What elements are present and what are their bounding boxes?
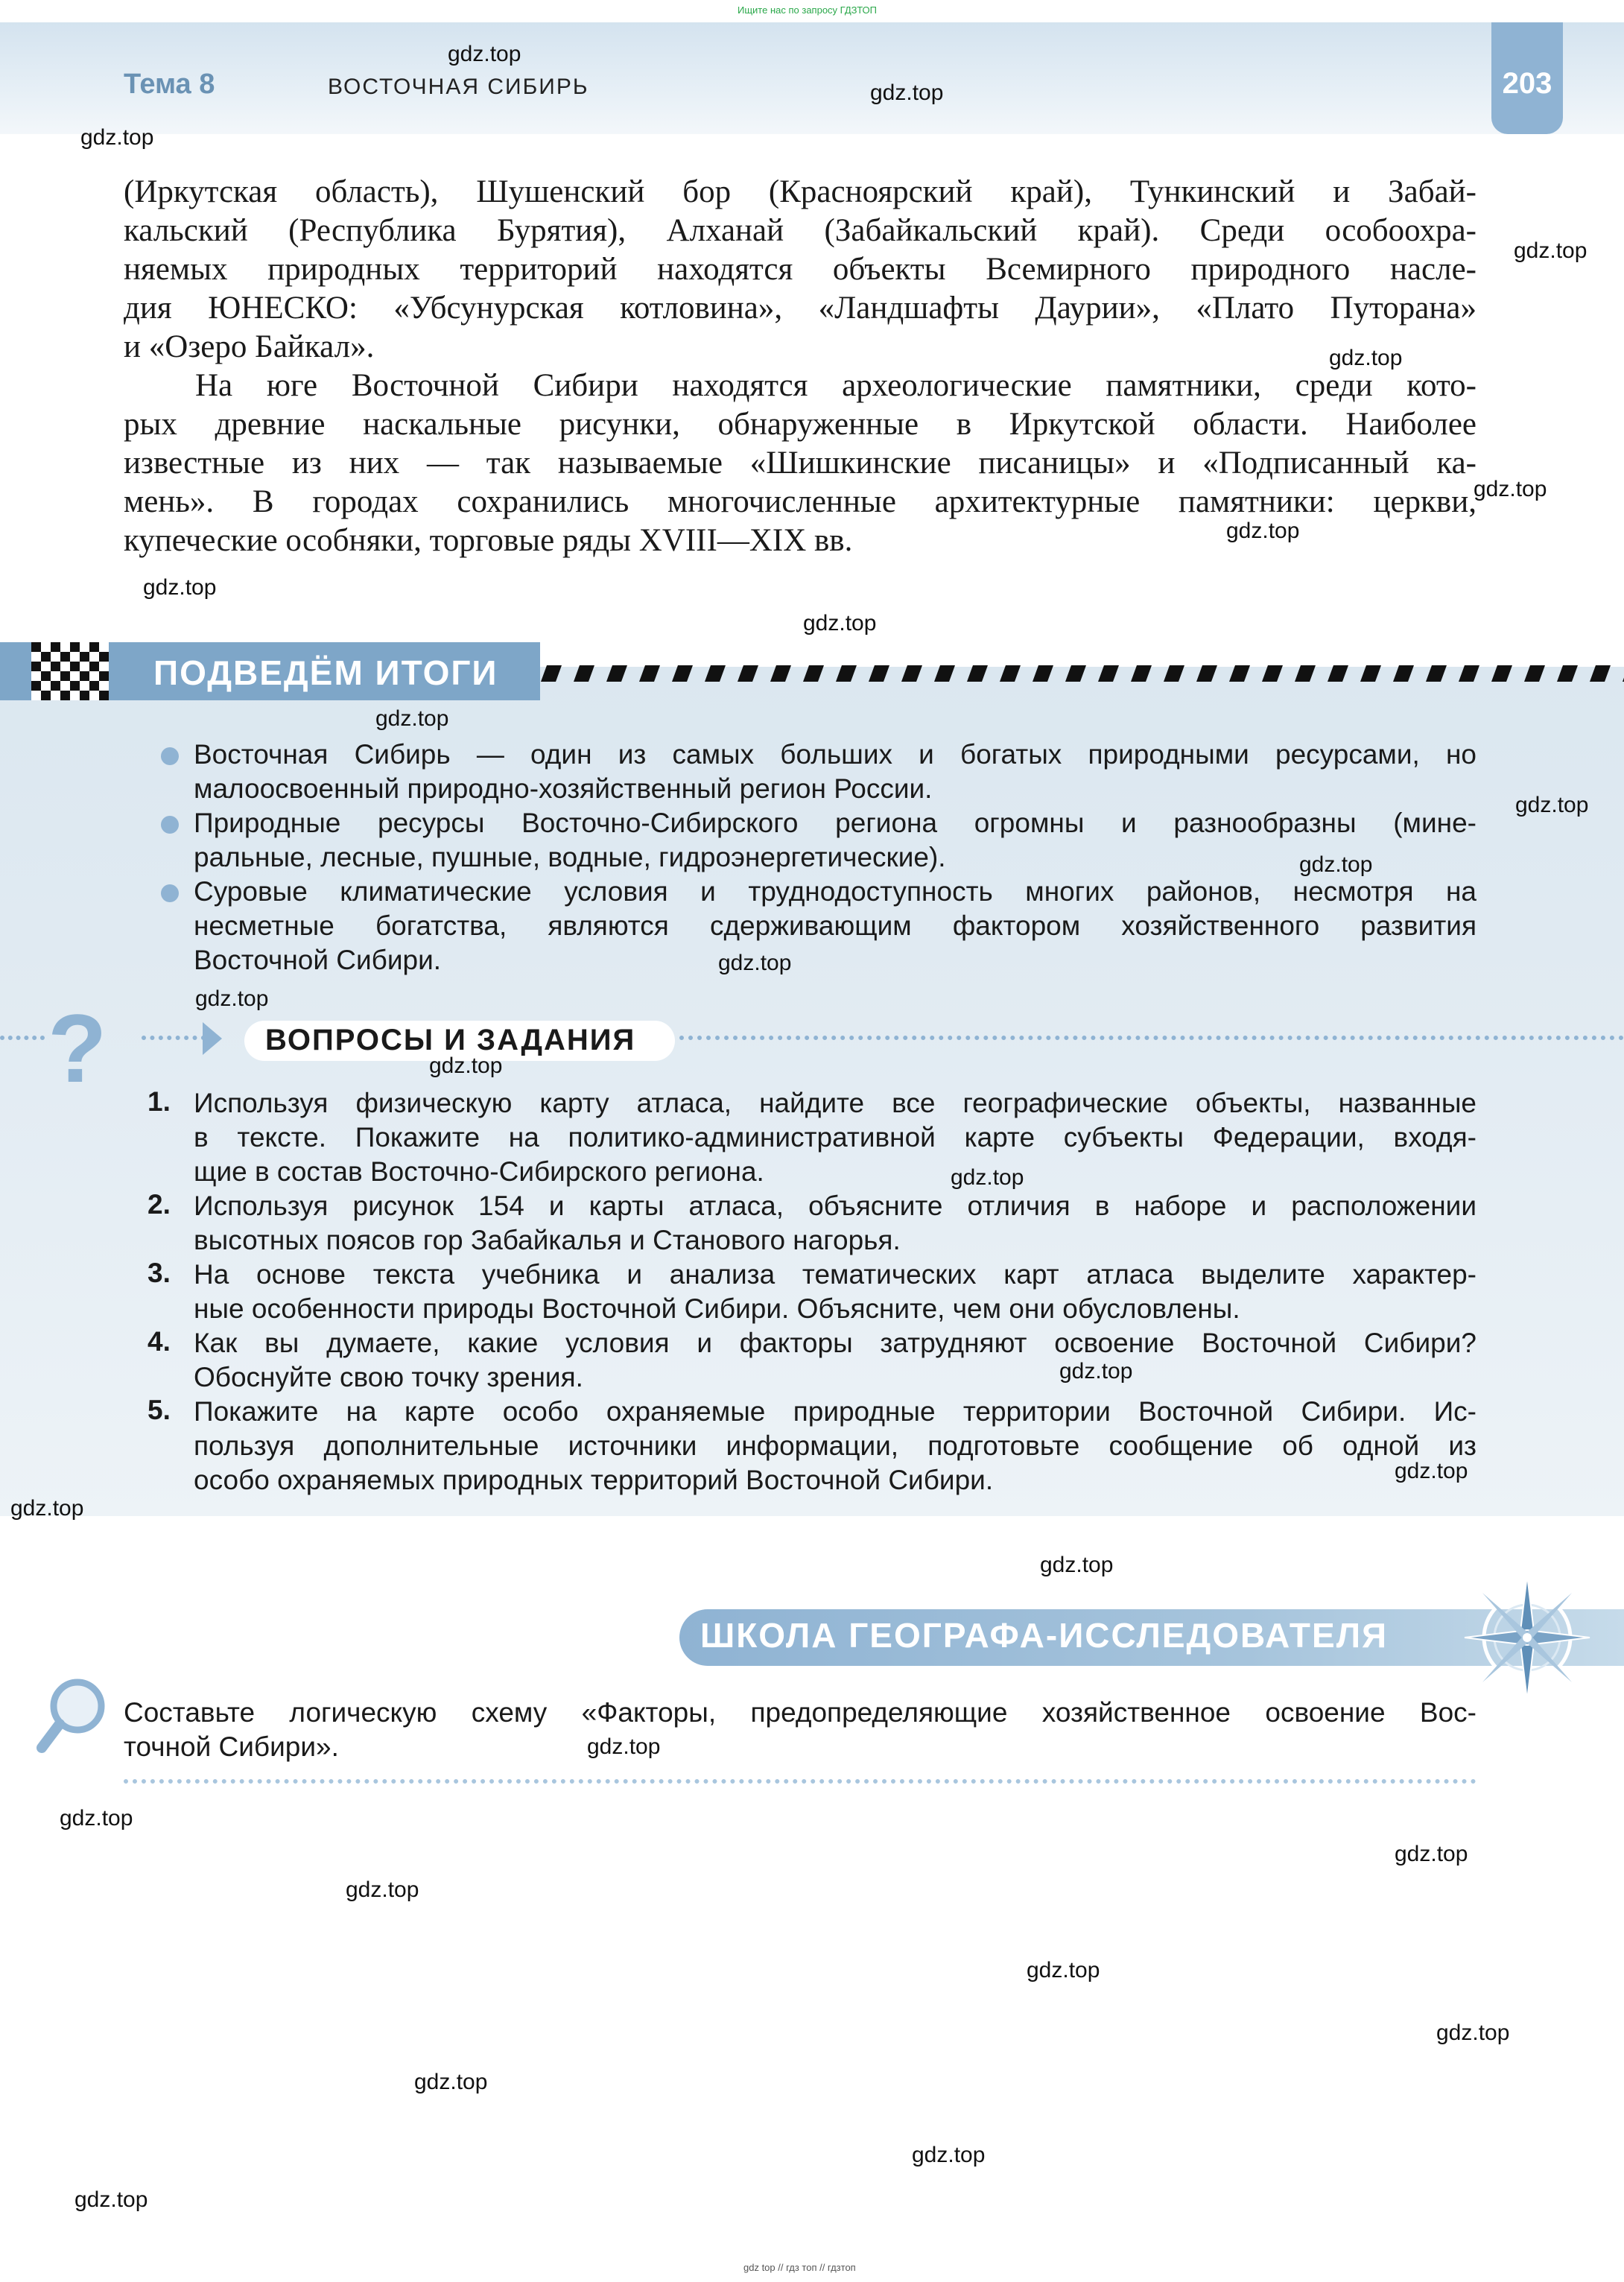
theme-label: Тема 8: [124, 69, 215, 100]
watermark: gdz.top: [1514, 238, 1587, 263]
watermark: gdz.top: [80, 125, 154, 150]
chapter-title: ВОСТОЧНАЯ СИБИРЬ: [328, 75, 589, 99]
summary-bullet-line: малоосвоенный природно-хозяйственный регион России.: [194, 773, 933, 804]
summary-bullet-line: Восточной Сибири.: [194, 945, 442, 975]
body-line: и «Озеро Байкал».: [124, 329, 375, 364]
watermark: gdz.top: [803, 611, 877, 636]
watermark: gdz.top: [1395, 1459, 1468, 1483]
body-line: дия ЮНЕСКО: «Убсунурская котловина», «Ландшафты Даурии», «Плато Путорана»: [124, 291, 1476, 326]
summary-bullet-line: Природные ресурсы Восточно-Сибирского региона огромны и разнообразны (мине-: [194, 808, 1476, 838]
body-line: кальский (Республика Бурятия), Алханай (Забайкальский край). Среди особоохра-: [124, 213, 1476, 248]
compass-icon: [1460, 1571, 1594, 1705]
question-line: ные особенности природы Восточной Сибири. Объясните, чем они обусловлены.: [194, 1293, 1240, 1324]
bullet-dot: [161, 884, 179, 902]
question-number: 2.: [148, 1189, 171, 1220]
watermark: gdz.top: [951, 1165, 1024, 1190]
watermark: gdz.top: [143, 575, 217, 600]
watermark: gdz.top: [1474, 477, 1547, 501]
question-line: высотных поясов гор Забайкалья и Станового нагорья.: [194, 1225, 901, 1255]
question-line: щие в состав Восточно-Сибирского региона.: [194, 1156, 764, 1187]
bullet-dot: [161, 747, 179, 765]
body-line: известные из них — так называемые «Шишкинские писаницы» и «Подписанный ка-: [124, 446, 1476, 481]
question-line: Покажите на карте особо охраняемые природные территории Восточной Сибири. Ис-: [194, 1396, 1476, 1427]
dotted-rule: [124, 1779, 1476, 1784]
watermark: gdz.top: [414, 2070, 488, 2094]
summary-bullet-line: Суровые климатические условия и труднодоступность многих районов, несмотря на: [194, 876, 1476, 907]
summary-bullet-line: ральные, лесные, пушные, водные, гидроэнергетические).: [194, 842, 946, 872]
question-line: пользуя дополнительные источники информации, подготовьте сообщение об одной из: [194, 1430, 1476, 1461]
watermark: gdz.top: [195, 986, 269, 1011]
question-number: 3.: [148, 1258, 171, 1288]
watermark: gdz.top: [1226, 519, 1300, 543]
watermark: gdz.top: [1299, 852, 1373, 877]
watermark: gdz.top: [375, 706, 449, 731]
dotted-rule: [0, 1036, 45, 1040]
body-line: (Иркутская область), Шушенский бор (Красноярский край), Тункинский и Забай-: [124, 174, 1476, 209]
questions-title: ВОПРОСЫ И ЗАДАНИЯ: [265, 1024, 636, 1056]
bottom-note: gdz top // гдз топ // гдзтоп: [743, 2262, 856, 2273]
watermark: gdz.top: [587, 1734, 661, 1759]
checkered-flag-icon: [31, 642, 109, 700]
question-line: Обоснуйте свою точку зрения.: [194, 1362, 583, 1392]
question-mark-icon: ?: [48, 994, 107, 1103]
research-task-line: точной Сибири».: [124, 1731, 339, 1762]
magnifier-icon: [34, 1676, 109, 1758]
question-number: 1.: [148, 1086, 171, 1117]
question-line: Используя физическую карту атласа, найдите все географические объекты, названные: [194, 1088, 1476, 1118]
question-line: особо охраняемых природных территорий Восточной Сибири.: [194, 1465, 994, 1495]
watermark: gdz.top: [1059, 1359, 1133, 1384]
summary-bullet-line: несметные богатства, являются сдерживающим фактором хозяйственного развития: [194, 910, 1476, 941]
watermark: gdz.top: [448, 42, 521, 66]
bullet-dot: [161, 816, 179, 834]
watermark: gdz.top: [1395, 1842, 1468, 1866]
question-line: Используя рисунок 154 и карты атласа, объясните отличия в наборе и расположении: [194, 1191, 1476, 1221]
watermark: gdz.top: [1515, 793, 1589, 817]
arrow-right-icon: [203, 1022, 222, 1055]
page-number: 203: [1502, 67, 1552, 100]
research-school-title: ШКОЛА ГЕОГРАФА-ИССЛЕДОВАТЕЛЯ: [700, 1616, 1389, 1655]
dotted-rule: [679, 1036, 1624, 1040]
watermark: gdz.top: [74, 2187, 148, 2212]
watermark: gdz.top: [718, 951, 792, 975]
question-line: Как вы думаете, какие условия и факторы затрудняют освоение Восточной Сибири?: [194, 1328, 1476, 1358]
summary-bullet-line: Восточная Сибирь — один из самых больших и богатых природными ресурсами, но: [194, 739, 1476, 770]
watermark: gdz.top: [870, 80, 944, 105]
dotted-rule: [142, 1036, 206, 1040]
watermark: gdz.top: [1329, 346, 1403, 370]
body-line: рых древние наскальные рисунки, обнаруженные в Иркутской области. Наиболее: [124, 407, 1476, 442]
top-search-note: Ищите нас по запросу ГДЗТОП: [738, 4, 878, 16]
watermark: gdz.top: [1040, 1553, 1114, 1577]
dashed-stripe: [535, 665, 1624, 682]
body-line: няемых природных территорий находятся объекты Всемирного природного насле-: [124, 252, 1476, 287]
body-line: мень». В городах сохранились многочисленные архитектурные памятники: церкви,: [124, 484, 1476, 519]
question-number: 4.: [148, 1326, 171, 1357]
watermark: gdz.top: [60, 1806, 133, 1831]
watermark: gdz.top: [346, 1877, 419, 1902]
watermark: gdz.top: [912, 2143, 986, 2167]
watermark: gdz.top: [1027, 1958, 1100, 1983]
watermark: gdz.top: [1436, 2020, 1510, 2045]
question-line: На основе текста учебника и анализа тематических карт атласа выделите характер-: [194, 1259, 1476, 1290]
question-number: 5.: [148, 1395, 171, 1425]
body-line: купеческие особняки, торговые ряды XVIII—XIX вв.: [124, 523, 853, 558]
header-band: [0, 22, 1624, 134]
watermark: gdz.top: [429, 1053, 503, 1078]
research-task-line: Составьте логическую схему «Факторы, предопределяющие хозяйственное освоение Вос-: [124, 1697, 1476, 1728]
summary-title: ПОДВЕДЁМ ИТОГИ: [153, 653, 498, 692]
question-line: в тексте. Покажите на политико-административной карте субъекты Федерации, входя-: [194, 1122, 1476, 1153]
body-line: На юге Восточной Сибири находятся археологические памятники, среди кото-: [195, 368, 1476, 403]
watermark: gdz.top: [10, 1496, 84, 1521]
